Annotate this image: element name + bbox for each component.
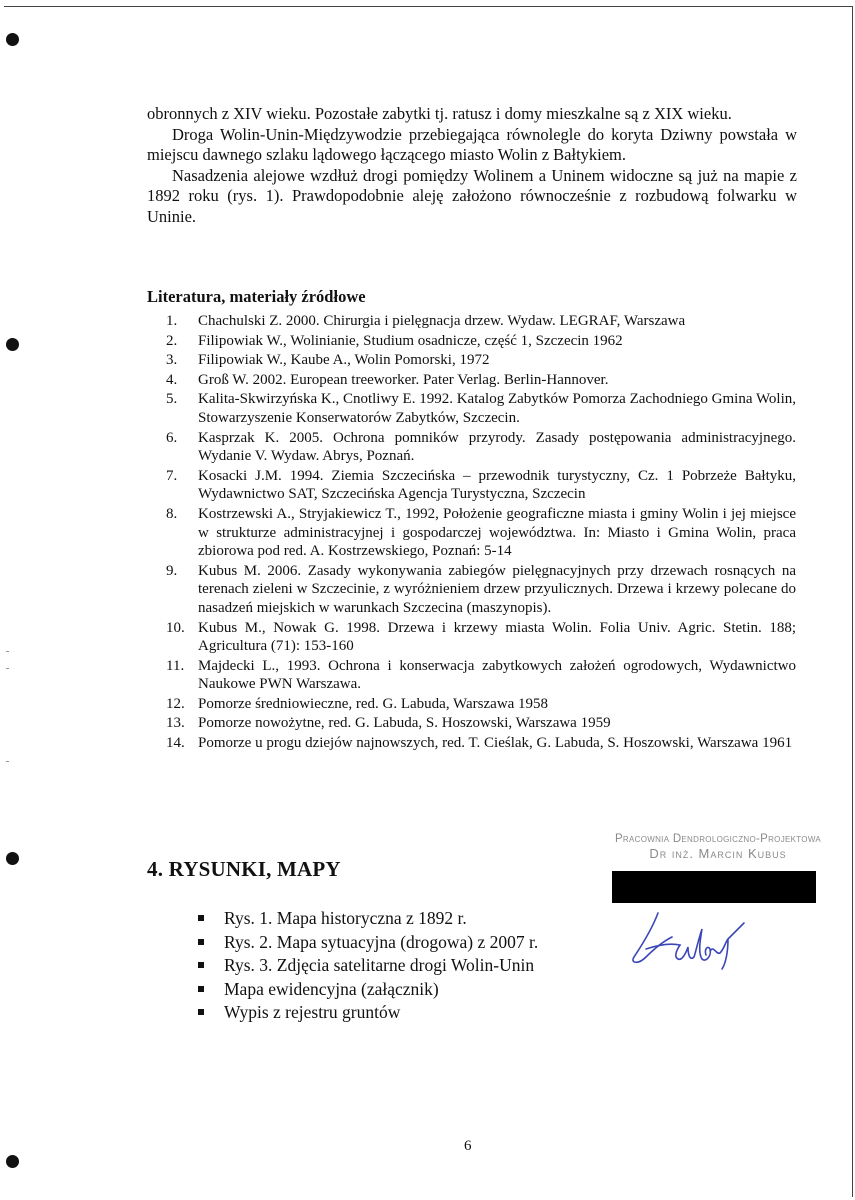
literature-item	[166, 351, 796, 370]
literature-item	[166, 312, 796, 331]
intro-paragraph: obronnych z XIV wieku. Pozostałe zabytki tj. ratusz i domy mieszkalne są z XIX wieku.	[147, 104, 732, 123]
figure-list-item-text: Rys. 1. Mapa historyczna z 1892 r.	[224, 908, 467, 928]
literature-item-number: 8.	[166, 505, 178, 522]
intro-paragraph: Droga Wolin-Unin-Międzywodzie przebiegająca równolegle do koryta Dziwny powstała w miejscu dawnego szlaku lądowego łączącego miasto Wolin z Bałtykiem.	[147, 124, 797, 164]
square-bullet-icon	[198, 962, 204, 968]
handwritten-signature	[628, 905, 750, 973]
literature-item	[166, 657, 796, 694]
intro-paragraph: Nasadzenia alejowe wzdłuż drogi pomiędzy Wolinem a Uninem widoczne są już na mapie z 1892 roku (rys. 1). Prawdopodobnie aleję założono równocześnie z rozbudową folwarku w Uninie.	[147, 165, 797, 226]
scan-mark	[6, 651, 9, 652]
literature-item-number: 10.	[166, 619, 185, 636]
literature-item-text: Majdecki L., 1993. Ochrona i konserwacja zabytkowych założeń ogrodowych, Wydawnictwo Naukowe PWN Warszawa.	[198, 657, 796, 693]
figure-list-item-text: Mapa ewidencyjna (załącznik)	[224, 978, 439, 999]
stamp-company-name: Pracownia Dendrologiczno-Projektowa	[614, 833, 822, 845]
literature-list	[166, 312, 796, 754]
square-bullet-icon	[198, 1009, 204, 1015]
literature-item	[166, 371, 796, 390]
literature-item-text: Kubus M., Nowak G. 1998. Drzewa i krzewy miasta Wolin. Folia Univ. Agric. Stetin. 188; Agricultura (71): 153-160	[198, 619, 796, 655]
figure-list-item	[198, 978, 538, 1002]
figure-list-item	[198, 1001, 538, 1025]
figure-list-item	[198, 931, 538, 955]
square-bullet-icon	[198, 915, 204, 921]
literature-item-text: Filipowiak W., Wolinianie, Studium osadnicze, część 1, Szczecin 1962	[198, 332, 623, 349]
literature-item-text: Filipowiak W., Kaube A., Wolin Pomorski, 1972	[198, 352, 490, 369]
literature-item-text: Kostrzewski A., Stryjakiewicz T., 1992, Położenie geograficzne miasta i gminy Wolin i jej miejsce w strukturze administracyjnej i gospodarczej województwa. In: Miasto i Gmina Wolin, praca zbiorowa pod red. A. Kostrzewskiego, Poznań: 5-14	[198, 505, 796, 560]
figure-list-item-text: Rys. 2. Mapa sytuacyjna (drogowa) z 2007 r.	[224, 931, 539, 952]
literature-item	[166, 390, 796, 427]
figure-list-item-text: Rys. 3. Zdjęcia satelitarne drogi Wolin-Unin	[224, 955, 535, 976]
literature-item-text: Groß W. 2002. European treeworker. Pater Verlag. Berlin-Hannover.	[198, 371, 609, 388]
stamp-person-name: Dr inż. Marcin Kubus	[649, 846, 787, 861]
literature-item-number: 13.	[166, 715, 185, 732]
literature-item	[166, 619, 796, 656]
literature-item-number: 14.	[166, 735, 185, 752]
literature-item-text: Pomorze u progu dziejów najnowszych, red. T. Cieślak, G. Labuda, S. Hoszowski, Warszawa 1961	[198, 735, 793, 752]
literature-item	[166, 734, 796, 753]
company-stamp	[612, 833, 824, 861]
figure-list-item-text: Wypis z rejestru gruntów	[224, 1002, 401, 1023]
literature-item-number: 5.	[166, 391, 178, 408]
scan-mark	[6, 668, 9, 669]
literature-item-text: Pomorze średniowieczne, red. G. Labuda, Warszawa 1958	[198, 695, 549, 712]
literature-item-number: 4.	[166, 371, 178, 388]
literature-item-number: 12.	[166, 695, 185, 712]
literature-item	[166, 429, 796, 466]
literature-item-number: 3.	[166, 352, 178, 369]
punch-hole	[6, 33, 19, 46]
square-bullet-icon	[198, 986, 204, 992]
page-number: 6	[464, 1138, 472, 1154]
punch-hole	[6, 338, 19, 351]
literature-item-number: 2.	[166, 332, 178, 349]
literature-item-text: Kalita-Skwirzyńska K., Cnotliwy E. 1992. Katalog Zabytków Pomorza Zachodniego Gmina Wolin, Stowarzyszenie Konserwatorów Zabytków, Szczecin.	[198, 391, 796, 426]
redacted-block	[612, 871, 816, 903]
literature-heading: Literatura, materiały źródłowe	[147, 287, 366, 306]
literature-item	[166, 695, 796, 714]
literature-item-number: 7.	[166, 467, 178, 484]
figure-list-item	[198, 954, 538, 978]
literature-item-number: 6.	[166, 429, 178, 446]
punch-hole	[6, 1155, 19, 1168]
literature-item-text: Kasprzak K. 2005. Ochrona pomników przyrody. Zasady postępowania administracyjnego. Wydanie V. Wydaw. Abrys, Poznań.	[198, 429, 796, 465]
literature-item	[166, 505, 796, 561]
literature-item-text: Chachulski Z. 2000. Chirurgia i pielęgnacja drzew. Wydaw. LEGRAF, Warszawa	[198, 313, 686, 329]
literature-item-text: Kubus M. 2006. Zasady wykonywania zabiegów pielęgnacyjnych przy drzewach rosnących na terenach zieleni w Szczecinie, z wyróżnieniem drzew przyulicznych. Drzewa i krzewy polecane do nasadzeń miejskich w warunkach Szczecina (maszynopis).	[198, 562, 796, 616]
literature-item-number: 1.	[166, 313, 178, 329]
literature-item-text: Pomorze nowożytne, red. G. Labuda, S. Hoszowski, Warszawa 1959	[198, 715, 611, 732]
literature-item	[166, 332, 796, 351]
literature-item-number: 11.	[166, 657, 185, 674]
punch-hole	[6, 852, 19, 865]
intro-text	[147, 104, 797, 227]
section-heading: 4. RYSUNKI, MAPY	[147, 857, 341, 881]
literature-item	[166, 467, 796, 504]
literature-item	[166, 714, 796, 733]
square-bullet-icon	[198, 939, 204, 945]
figure-list-item	[198, 907, 538, 931]
scan-mark	[6, 761, 9, 762]
literature-item-number: 9.	[166, 562, 178, 579]
literature-item-text: Kosacki J.M. 1994. Ziemia Szczecińska – przewodnik turystyczny, Cz. 1 Pobrzeże Bałtyku, Wydawnictwo SAT, Szczecińska Agencja Turystyczna, Szczecin	[198, 467, 796, 503]
figures-list	[198, 907, 538, 1025]
literature-item	[166, 562, 796, 618]
